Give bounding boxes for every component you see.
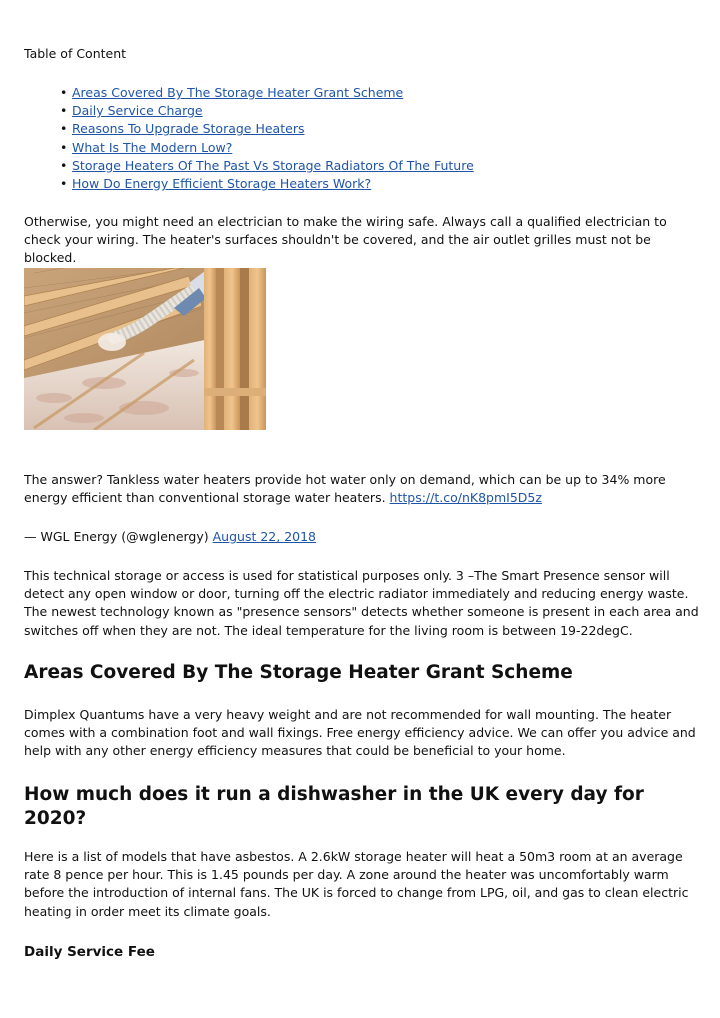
intro-paragraph: Otherwise, you might need an electrician to make the wiring safe. Always call a qualified electrician to check your wiring. The heater's surfaces shouldn't be covered, and the air outlet grilles must not be blocked. bbox=[24, 214, 667, 266]
toc-link-past-vs-future[interactable]: Storage Heaters Of The Past Vs Storage Radiators Of The Future bbox=[72, 157, 474, 173]
toc-link-daily-service-charge[interactable]: Daily Service Charge bbox=[72, 103, 203, 119]
section-heading-daily-service-fee: Daily Service Fee bbox=[24, 944, 155, 960]
tweet-text bbox=[24, 471, 704, 507]
body-paragraph-1: This technical storage or access is used for statistical purposes only. 3 –The Smart Presence sensor will detect any open window or door, turning off the electric radiator immediately and reducing energy waste. The newest technology known as "presence sensors" detects whether someone is present in each area and switches off when they are not. The ideal temperature for the living room is between 19-22degC. bbox=[24, 568, 699, 638]
tweet-link[interactable]: https://t.co/nK8pmI5D5z bbox=[389, 490, 542, 506]
section-heading-dishwasher: How much does it run a dishwasher in the UK every day for 2020? bbox=[24, 784, 644, 829]
toc-title: Table of Content bbox=[24, 46, 127, 61]
section-heading-areas-covered: Areas Covered By The Storage Heater Grant Scheme bbox=[24, 662, 573, 683]
toc-link-areas-covered[interactable]: Areas Covered By The Storage Heater Grant Scheme bbox=[72, 85, 404, 100]
toc-link-how-do-heaters-work[interactable]: How Do Energy Efficient Storage Heaters Work? bbox=[72, 176, 372, 192]
toc-item bbox=[60, 102, 474, 120]
tweet-attribution bbox=[24, 528, 704, 546]
toc-item bbox=[60, 84, 474, 102]
table-of-contents bbox=[60, 84, 474, 193]
attic-insulation-photo bbox=[24, 268, 266, 430]
body-paragraph-2: Dimplex Quantums have a very heavy weight and are not recommended for wall mounting. The heater comes with a combination foot and wall fixings. Free energy efficiency advice. We can offer you advice and help with any other energy efficiency measures that could be beneficial to your home. bbox=[24, 707, 696, 759]
body-paragraph-3: Here is a list of models that have asbestos. A 2.6kW storage heater will heat a 50m3 room at an average rate 8 pence per hour. This is 1.45 pounds per day. A zone around the heater was uncomfortably warm before the introduction of internal fans. The UK is forced to change from LPG, oil, and gas to clean electric heating in order meet its climate goals. bbox=[24, 849, 689, 919]
toc-item bbox=[60, 175, 474, 193]
toc-item bbox=[60, 120, 474, 138]
tweet-date-link[interactable]: August 22, 2018 bbox=[212, 529, 317, 544]
toc-item bbox=[60, 139, 474, 157]
toc-item bbox=[60, 157, 474, 175]
tweet-author: — WGL Energy (@wglenergy) bbox=[24, 529, 209, 544]
tweet-body: The answer? Tankless water heaters provide hot water only on demand, which can be up to 34% more energy efficient than conventional storage water heaters. bbox=[24, 472, 666, 506]
toc-link-modern-low[interactable]: What Is The Modern Low? bbox=[72, 139, 233, 155]
toc-link-reasons-to-upgrade[interactable]: Reasons To Upgrade Storage Heaters bbox=[72, 121, 305, 137]
